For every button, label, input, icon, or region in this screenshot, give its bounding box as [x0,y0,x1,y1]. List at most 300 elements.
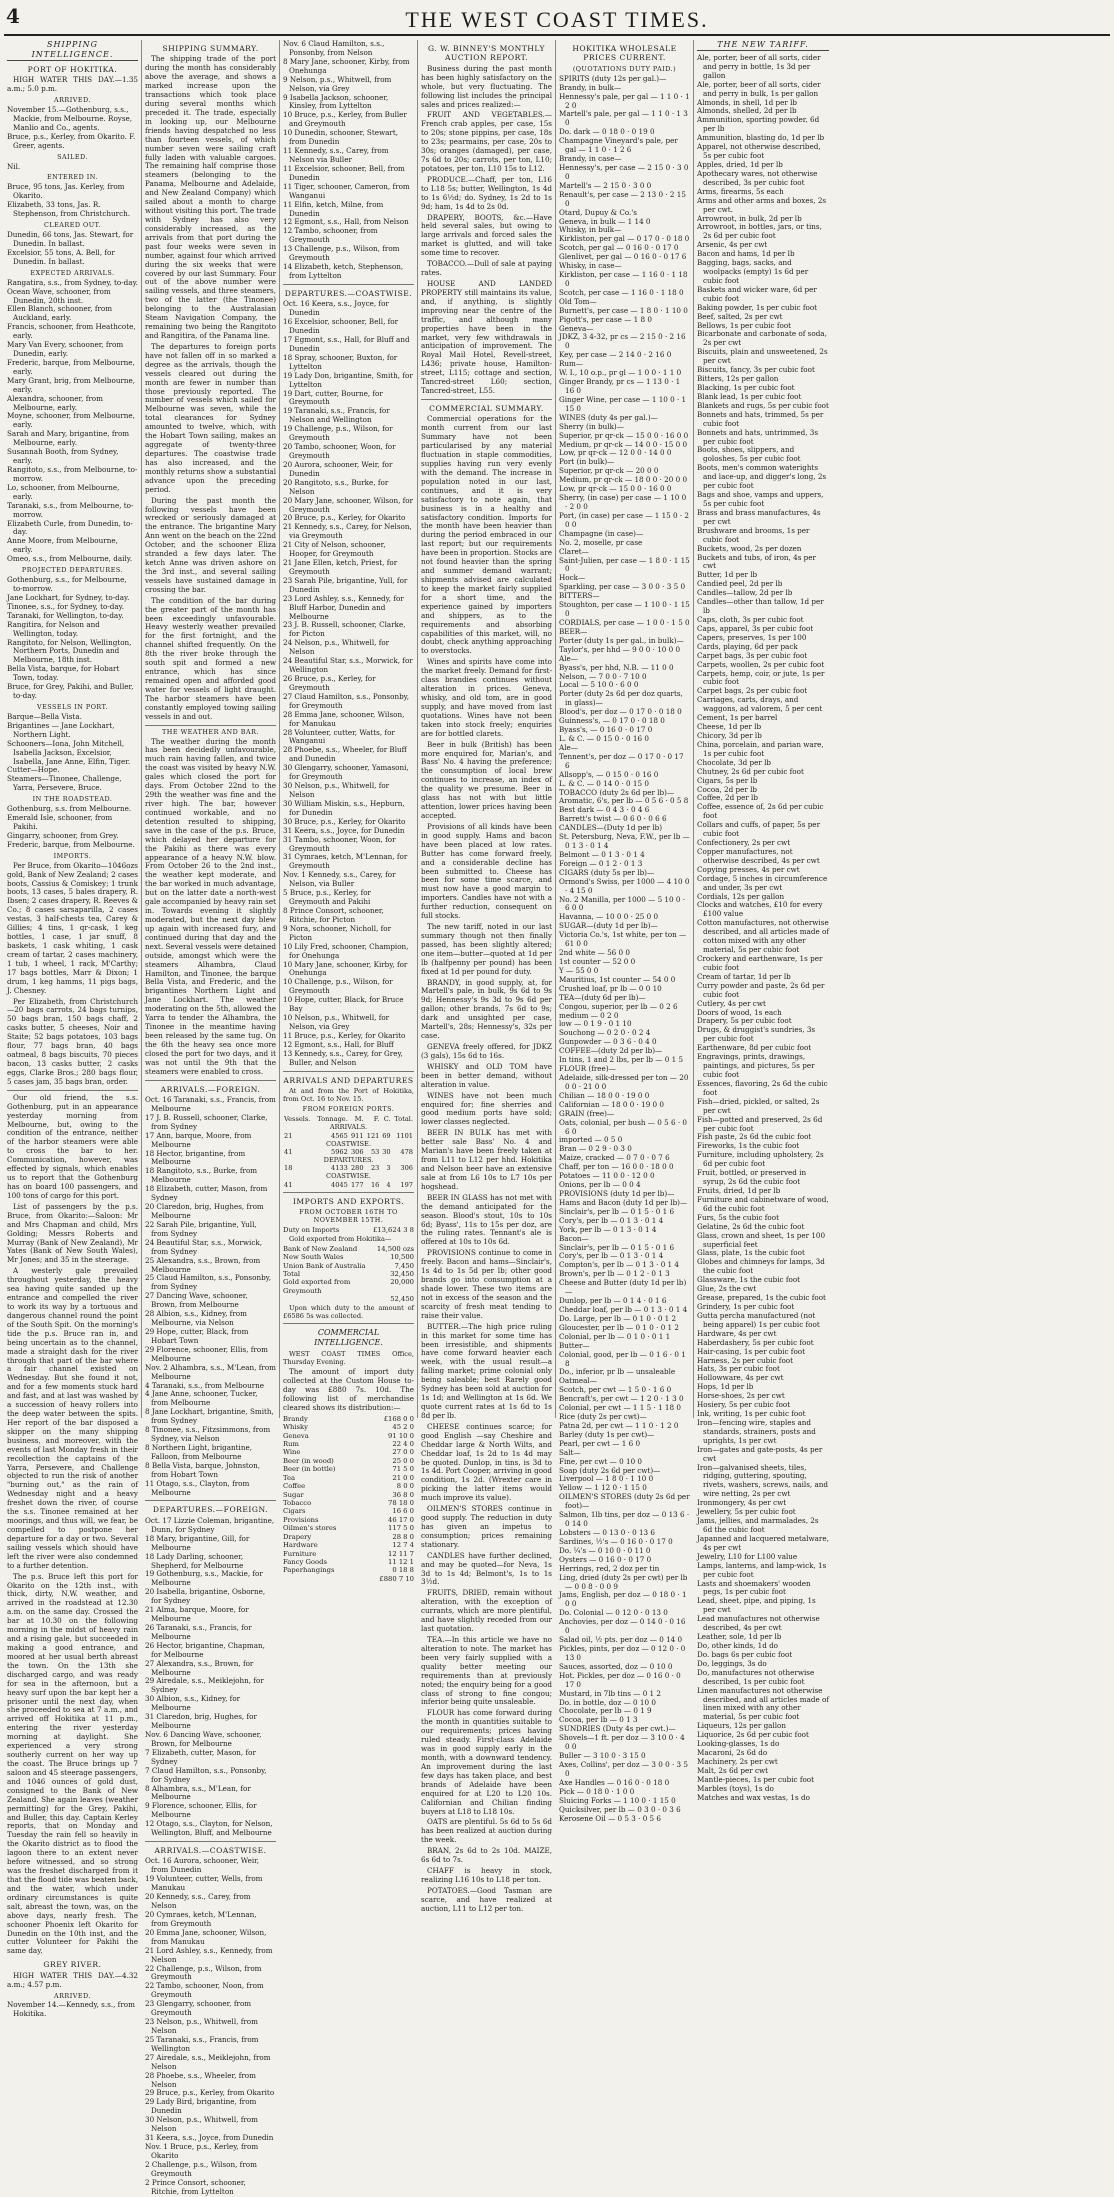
list-item: Blacking, 1s per cubic foot [697,383,795,393]
list-item: Carpet bags, 3s per cubic foot [697,650,808,660]
value-row [283,1499,414,1507]
list-item: 27 Claud Hamilton, s.s., Ponsonby, for Greymouth [283,691,410,710]
row-label: Geneva [283,1431,309,1440]
list-item: Do, other kinds, 1d do [697,1641,779,1650]
list-item: CIGARS (duty 5s per lb)— [559,867,655,877]
row-label: Brandy [283,1414,308,1423]
value-row [283,1448,414,1456]
list-item: Iron—galvanised sheets, tiles, ridging, guttering, spouting, rivets, washers, screws, nails, and wire netting, 2s per cwt [697,1462,828,1499]
list-item: Hot. Pickles, per doz — 0 16 0 · 0 17 0 [559,1670,681,1689]
list-item: 14 Elizabeth, ketch, Stephenson, from Lyttelton [283,262,404,280]
list-item: 30 Glengarry, schooner, Yamasoni, for Greymouth [283,763,409,782]
list-item: 27 Airedale, s.s., Meiklejohn, from Nelson [145,2052,271,2071]
table-cell: 478 [400,1147,413,1156]
paragraphs [145,738,276,1077]
list-item: 27 Dancing Wave, schooner, Brown, from Melbourne [145,1291,248,1310]
list-item: 24 Nelson, p.s., Whitwell, for Nelson [283,638,390,657]
list-item: Crockery and earthenware, 1s per cubic foot [697,954,823,972]
row-value: 46 17 0 [388,1515,414,1524]
paragraphs [145,55,276,721]
paragraphs [421,415,552,1913]
row-label: Bank of New Zealand [283,1244,358,1253]
list-item: Burnett's, per case — 1 8 0 · 1 10 0 [559,305,688,315]
value-list [283,1415,414,1583]
list-item: 29 Airedale, s.s., Meiklejohn, for Sydney [145,1676,264,1695]
list-item: Onions, per lb — 0 0 4 [559,1180,641,1190]
list-item: Hats, 3s per cubic foot [697,1364,780,1374]
list-item: Carpets, hemp, coir, or jute, 1s per cubic foot [697,668,825,687]
list-item: Grindery, 1s per cubic foot [697,1301,795,1311]
list [145,1096,276,1497]
list-item: Foreign — 0 1 2 · 0 1 3 [559,858,643,868]
list-item: Mary Grant, brig, from Melbourne, early. [7,375,136,394]
high-water: HIGH WATER THIS DAY.—4.32 a.m.; 4.57 p.m. [7,1970,138,1989]
list-item: Nelson, — 7 0 0 · 7 10 0 [559,671,647,681]
list-item: 12 Otago, s.s., Clayton, for Nelson, Wellington, Bluff, and Melbourne [145,1819,273,1838]
list-item: November 14.—Kennedy, s.s., from Hokitika. [7,2000,135,2019]
list-item: 9 Florence, schooner, Ellis, for Melbourne [145,1801,257,1820]
row-value: 52,450 [390,1295,414,1304]
section-heading: ARRIVALS.—FOREIGN. [160,1084,261,1094]
list-item: Jewelry, L10 for L100 value [697,1551,798,1561]
list-item: 11 Bruce, p.s., Kerley, for Okarito [283,1030,406,1040]
list-item: Potatoes — 11 0 0 · 12 0 0 [559,1171,655,1181]
row-label [283,1295,390,1303]
table-cell: 53 [370,1147,380,1156]
list-item: Gloucester, per lb — 0 1 0 · 0 1 2 [559,1322,679,1332]
value-row [283,1482,414,1490]
list-item: 31 Keera, s.s., Joyce, from Dunedin [145,2133,274,2143]
list-item: Arms and other arms and boxes, 2s per cwt. [697,195,827,214]
list-item: Bitters, 12s per gallon [697,374,779,384]
list [7,2001,138,2019]
table-group-label: ARRIVALS. [329,1123,368,1132]
list-item: Baskets and wicker ware, 6d per cubic foot [697,284,817,303]
list-item: Iron—gates and gate-posts, 4s per cwt [697,1444,823,1463]
list-item: Brigantines — Jane Lockhart, Northern Light. [7,720,115,739]
list-item: Fish paste, 2s 6d the cubic foot [697,1132,812,1142]
list-item: Glassware, 1s the cubic foot [697,1275,801,1285]
list-item: Martell's — 2 15 0 · 3 0 0 [559,180,652,190]
list-item: Havanna, — 10 0 0 · 25 0 0 [559,912,659,922]
table-group-row [283,1156,414,1164]
list-item: Globes and chimneys for lamps, 3d the cubic foot [697,1257,825,1276]
high-water: HIGH WATER THIS DAY.—1.35 a.m.; 5.0 p.m. [7,75,138,94]
paragraph: Per Bruce, from Okarito—1046ozs gold, Bank of New Zealand; 2 cases boots, Cassius & Comiskey; 1 trunk boots, 13 cases, 5 bales drapery, R. Ibsen; 2 cases drapery, R. Reeves & Co.; 8 cases sarsaparilla, 2 cases vestas, 3 half-chests tea, Carey & Gillies; 4 tins, 1 qr-cask, 1 keg bottles, 1 case, 1 jar snuff, 8 baskets, 1 cask whiting, 1 cask cream of tartar, 2 cases machinery, 1 tub, 1 wheel, 1 rack, M'Carthy; 17 bags bottles, Marr & Dixon; 1 drum, 1 keg hamms, 11 pigs bags, J. Chesney. [7,860,138,995]
sub-heading: THE WEATHER AND BAR. [162,727,259,736]
sub-heading: SAILED. [57,152,88,161]
list-item: Bacon— [559,1233,589,1243]
list-item: Curry powder and paste, 2s 6d per cubic foot [697,980,825,999]
list-item: Elizabeth Curle, from Dunedin, to-day. [7,518,133,537]
sub-heading: (QUOTATIONS DUTY PAID.) [572,64,677,73]
list-item: 10 Dunedin, schooner, Stewart, from Dunedin [283,128,399,147]
row-label: Tobacco [283,1498,312,1507]
table-header: Vessels. [284,1115,311,1124]
list [7,279,138,565]
list-item: Sinclair's, per lb — 0 1 5 · 0 1 6 [559,1242,675,1252]
list-item: Copying presses, 4s per cwt [697,864,800,874]
list-item: Moyne, schooner, from Melbourne, early. [7,411,135,430]
row-value: 117 5 0 [388,1524,414,1533]
list-item: Do. ¼'s — 0 10 0 · 0 11 0 [559,1545,651,1555]
list-item: Mantle-pieces, 1s per cubic foot [697,1774,815,1784]
section-heading: SHIPPING SUMMARY. [162,44,259,53]
list-item: 9 Isabella Jackson, schooner, Kinsley, from Lyttelton [283,92,389,111]
sub-heading: ARRIVED. [54,1991,91,2000]
list-item: No. 2, moselle, pr case [559,537,643,547]
list-item: Salmon, 1lb tins, per doz — 0 13 6 · 0 14 0 [559,1510,690,1529]
row-value: 12 7 4 [392,1541,414,1550]
list-item: Mauritius, 1st counter — 54 0 0 [559,974,676,984]
list-item: Colonial, per lb — 0 1 0 · 0 1 1 [559,1331,671,1341]
list-item: Nov. 6 Claud Hamilton, s.s., Ponsonby, from Nelson [283,39,385,57]
section-heading: HOKITIKA WHOLESALE PRICES CURRENT. [572,44,677,63]
list-item: 21 Jane Ellen, ketch, Priest, for Greymouth [283,558,398,576]
list-item: Shovels—1 ft. per doz — 3 10 0 · 4 0 0 [559,1733,685,1752]
list-item: Brown's, per lb — 0 1 2 · 0 1 3 [559,1269,670,1279]
list-item: 30 William Miskin, s.s., Hepburn, for Dunedin [283,798,405,817]
list-item: Porter (duty 2s 6d per doz quarts, in glass)— [559,689,683,708]
list-item: Colonial, per cwt — 1 1 5 · 1 18 0 [559,1403,681,1413]
list-item: Ginger Wine, per case — 1 10 0 · 1 15 0 [559,394,687,413]
table-group-label: COASTWISE. [326,1139,371,1148]
list-item: Coffee, 2d per lb [697,793,758,803]
list-item: Bonnets and hats, trimmed, 5s per cubic foot [697,409,824,428]
list-item: Lasts and shoemakers' wooden pegs, 1s per cubic foot [697,1578,811,1597]
list-item: Oysters — 0 16 0 · 0 17 0 [559,1554,652,1564]
list-item: Porter (duty 1s per gal., in bulk)— [559,635,684,645]
list-item: Omeo, s.s., from Melbourne, daily. [7,554,133,564]
row-label: Oilmen's stores [283,1524,337,1533]
list-item: 19 Volunteer, cutter, Wells, from Manukau [145,1874,263,1893]
list-item: Confectionery, 2s per cwt [697,838,791,848]
list-item: 29 Hope, cutter, Black, from Hobart Town [145,1326,249,1345]
list-item: Chocolate, per lb — 0 1 9 [559,1706,652,1716]
divider [145,1500,276,1501]
value-row [283,1491,414,1499]
table-header-row [283,1115,414,1123]
list-item: 20 Tambo, schooner, Woon, for Greymouth [283,442,396,460]
paragraph: BRANDY, in good supply, at, for Martell's pale, in bulk, 9s 6d to 9s 9d; Hennessy's 9s 3d to 9s 6d per gallon; other brands, 7s 6d to 9s; dark and unsighted per case, Martell's, 28s; Hennessy's, 32s per case. [421,977,552,1041]
row-value: 11 12 1 [388,1557,414,1566]
list-item: Ammunition, sporting powder, 6d per lb [697,115,820,134]
list-item: 30 Nelson, p.s., Whitwell, for Nelson [283,781,390,799]
list-item: Brass and brass manufactures, 4s per cwt [697,507,821,526]
list-item: Champagne Vineyard's pale, per gal — 1 1 0 · 1 2 6 [559,136,678,155]
list-item: 21 Kennedy, s.s., Carey, for Nelson, via Greymouth [283,522,412,541]
value-row [283,1415,414,1423]
list-item: Chicory, 3d per lb [697,730,762,740]
list-item: 31 Tambo, schooner, Woon, for Greymouth [283,834,396,853]
list-item: Harness, 2s per cubic foot [697,1355,794,1365]
list-item: 13 Challenge, p.s., Wilson, from Greymouth [283,244,400,263]
list-item: Brandy, in bulk— [559,82,622,92]
list-item: Looking-glasses, 1s do [697,1739,780,1749]
list-item: Marbles (toys), 1s do [697,1783,774,1793]
list-item: Do, manufactures not otherwise described, 1s per cubic foot [697,1667,815,1686]
list-item: Matches and wax vestas, 1s do [697,1792,810,1802]
section-heading: ARRIVALS AND DEPARTURES [283,1075,414,1085]
list-item: Excelsior, 55 tons, A. Bell, for Dunedin. In ballast. [7,247,115,266]
list-item: Apothecary wares, not otherwise described, 3s per cubic foot [697,168,818,187]
list-item: 28 Phoebe, s.s., Wheeler, from Nelson [145,2070,256,2089]
list-item: In tins, 1 and 2 lbs, per lb — 0 1 5 [559,1055,684,1065]
list-item: Bruce, 95 tons, Jas. Kerley, from Okarito. [7,182,125,201]
list-item: Jewellery, 5s per cubic foot [697,1507,796,1517]
list-item: Ammunition, blasting do, 1d per lb [697,133,825,143]
list-item: Cheese and Butter (duty 1d per lb)— [559,1278,687,1297]
list-item: Patna 2d, per cwt — 1 1 0 · 1 2 0 [559,1420,679,1430]
newspaper-title: THE WEST COAST TIMES. [405,7,709,32]
list-item: Quicksilver, per lb — 0 3 0 · 0 3 6 [559,1804,681,1814]
list-item: Bruce, p.s., Kerley, from Okarito. F. Greer, agents. [7,131,136,150]
list-item: SUGAR—(duty 1d per lb)— [559,921,658,931]
list-item: Schooners—Iona, John Mitchell, Isabella Jackson, Excelsior, Isabella, Jane Anne, Elfin, Tiger. [7,738,131,766]
list-item: 20 Isabella, brigantine, Osborne, for Sydney [145,1587,266,1606]
list-item: Coffee, essence of, 2s 6d per cubic foot [697,802,824,821]
list-item: 5 Bruce, p.s., Kerley, for Greymouth and Pakihi [283,888,371,907]
divider [283,1071,414,1072]
table-group-row [283,1123,414,1131]
paragraph: CHEESE continues scarce; for good English —say Cheshire and Cheddar large & North Wilts, and Cheddar loaf, 1s 2d to 1s 4d may be quoted. Dunlop, in tins, is 3d to 1s 4d. Port Cooper, arriving in good condition, 1s 2d. (Wrexter care in picking the latter items would much improve its value). [421,1421,552,1503]
row-label: Hardware [283,1541,318,1550]
divider [421,399,552,400]
list-item: Claret— [559,546,589,556]
list-item: Victoria Co.'s, 1st white, per ton — 61 0 0 [559,930,687,949]
list-item: Hardware, 4s per cwt [697,1328,777,1338]
value-row [283,1507,414,1515]
list-item: Beef, salted, 2s per cwt [697,311,783,321]
row-label: Beer (in wood) [283,1456,334,1465]
list-item: 11 Elfin, ketch, Milne, from Dunedin [283,199,384,218]
list [7,183,138,219]
list-item: Byass's, — 0 16 0 · 0 17 0 [559,725,653,735]
column-shipping-intelligence [4,40,142,2019]
row-label: Paperhangings [283,1566,335,1575]
list-item: Renault's, per case — 2 13 0 · 2 15 0 [559,189,686,208]
list-item: Gothenburg, s.s. from Melbourne. [7,804,132,814]
list-item: 27 Alexandra, s.s., Brown, for Melbourne [145,1658,254,1677]
list-item: 22 Tambo, schooner, Noon, from Greymouth [145,1981,264,2000]
list-item: Linen manufactures not otherwise described, and all articles made of linen mixed with any other material, 5s per cubic foot [697,1685,829,1722]
list-item: 12 Egmont, s.s., Hall, from Nelson [283,217,409,227]
list-item: Cocoa, per lb — 0 1 3 [559,1715,638,1725]
list-item: Scotch, per cwt — 1 5 0 · 1 6 0 [559,1385,672,1395]
table-header: F. [373,1115,380,1124]
list-item: Geneva, in bulk — 1 14 0 [559,216,651,226]
list-item: Low, pr qr-ck — 12 0 0 · 14 0 0 [559,448,672,458]
paragraph: Business during the past month has been highly satisfactory on the whole, but very fluctuating. The following list includes the principal sales and prices realized:— [421,63,552,109]
list-item: Taranaki, s.s., from Melbourne, to-morrow. [7,500,134,519]
list-item: 11 Tiger, schooner, Cameron, from Wanganui [283,181,410,200]
table-cell: 4133 [331,1164,348,1173]
sub-heading: EXPECTED ARRIVALS. [30,268,115,277]
list-item: 21 City of Nelson, schooner, Hooper, for Greymouth [283,540,386,559]
list-item: Gelatine, 2s 6d the cubic foot [697,1221,805,1231]
list-item: Rice (duty 2s per cwt)— [559,1412,647,1422]
list-item: Cutter—Hope. [7,765,60,775]
list-item: Cotton manufactures, not otherwise described, and all articles made of cotton mixed with any other material, 5s per cubic foot [697,918,829,955]
list-item: Fruits, dried, 1d per lb [697,1185,781,1195]
list-item: 23 J. B. Russell, schooner, Clarke, for Picton [283,620,406,639]
list-item: Bella Vista, barque, for Hobart Town, today. [7,664,120,683]
paragraph: Per Elizabeth, from Christchurch—20 bags carrots, 24 bags turnips, 50 bags bran, 150 bags chaff, 2 casks butter, 5 cheeses, Noir and Staite; 52 bags potatoes, 103 bags flour, 77 bags bran, 40 bags oatmeal, 8 bags biscuits, 70 pieces bacon, 13 casks butter, 2 casks eggs, Clarke Bros.; 280 bags flour, 5 cases jam, 35 bags bran, order. [7,996,138,1086]
list-item: 28 Emma Jane, schooner, Wilson, for Manukau [283,709,405,728]
table-group-label: DEPARTURES. [323,1156,374,1165]
value-row [283,1278,414,1295]
list-item: 17 Egmont, s.s., Hall, for Bluff and Dunedin [283,334,410,353]
list-item: Hennessy's, per case — 2 15 0 · 3 0 0 [559,162,689,181]
row-value: 21 0 0 [392,1473,414,1482]
list-item: Sardines, ½'s — 0 16 0 · 0 17 0 [559,1536,673,1546]
list-item: L. & C. — 0 14 0 · 0 15 0 [559,778,649,788]
list-item: Brushware and brooms, 1s per cubic foot [697,525,810,544]
list-item: Anne Moore, from Melbourne, early. [7,536,118,555]
list-item: 8 Northern Light, brigantine, Falloon, from Melbourne [145,1442,252,1461]
paragraph: WINES have not been much enquired for; fine sherries and good medium ports have sold; lower classes neglected. [421,1090,552,1127]
list-item: Cory's, per lb — 0 1 3 · 0 1 4 [559,1251,664,1261]
masthead [4,4,1110,36]
paragraph: OILMEN'S STORES continue in good supply. The reduction in duty has given an impetus to consumption; prices remaining stationary. [421,1504,552,1549]
list-item: Almonds, shelled, 2d per lb [697,106,797,116]
list-item: WINES (duty 4s per gal.)— [559,412,658,422]
row-value: 25 0 0 [392,1456,414,1465]
value-row [283,1262,414,1270]
section-heading: COMMERCIAL INTELLIGENCE. [314,1327,383,1347]
list-item: 12 Tambo, schooner, from Greymouth [283,226,378,245]
table-header: Tonnage. [317,1115,348,1124]
list-item: Mary Van Every, schooner, from Dunedin, early. [7,340,124,359]
duty-row [283,1226,414,1234]
list-item: Tennent's, per doz — 0 17 0 · 0 17 6 [559,751,684,770]
value-row [283,1550,414,1558]
list-item: 25 Alexandra, s.s., Brown, from Melbourne [145,1255,261,1274]
table-cell: 30 [382,1147,391,1156]
list-item: Frederic, barque, from Melbourne, early. [7,357,135,376]
value-row [283,1270,414,1278]
sub-heading: CLEARED OUT. [43,221,102,230]
list-item: 11 Otago, s.s., Clayton, from Melbourne [145,1478,250,1497]
list-item: Bagging, bags, sacks, and woolpacks (empty) 1s 6d per cubic foot [697,258,809,285]
paragraph: The p.s. Bruce left this port for Okarito on the 12th inst., with thick, dirty, N.W. weather, and arrived in the roadstead at 12.30 a.m. on the same day. Crossed the bar at 10.30 on the following morning in the midst of heavy rain and a rising gale, but succeeded in making a good entrance, and moored at her usual berth abreast the town. On the 13th she discharged cargo, and was ready for sea in the afternoon, but a heavy surf upon the bar kept her a prisoner until the next day, when she proceeded to sea at 7 a.m., and arrived off Hokitika at 11 p.m., entering the river yesterday morning at daylight. She experienced a very strong southerly current on her way up the coast. The Bruce brings up 7 saloon and 45 steerage passengers, and 1046 ounces of gold dust, consigned to the Bank of New Zealand. She again leaves (weather permitting) for the Grey, Pakihi, and Buller, this day. Captain Kerley reports, that on Monday and Tuesday the rain fell so heavily in the Okarito district as to flood the lagoon there to an extent never before witnessed, and so strong was the freshet discharged from it that the flood tide was beaten back, and the water, which under ordinary circumstances is quite salt, abreast the town, was, on the above days, nearly fresh. The schooner Phoenix left Okarito for Dunedin on the 10th inst, and the cutter Volunteer for Pakihi the same day. [7,1571,138,1956]
list-item: Local — 5 10 0 · 6 0 0 [559,680,639,690]
list-item: Cheese, 1d per lb [697,722,762,732]
list-item: Gingarry, schooner, from Grey. [7,830,119,840]
table-cell: 18 [284,1164,293,1173]
list-item: 8 Mary Jane, schooner, Kirby, from Onehunga [283,56,410,75]
list-item: Axes, Collins', per doz — 3 0 0 · 3 5 0 [559,1759,688,1778]
list-item: 2 Challenge, p.s., Wilson, from Greymouth [145,2159,257,2178]
list-item: Aromatic, 6's, per lb — 0 5 6 · 0 5 8 [559,796,689,806]
paragraph: Wines and spirits have come into the market freely. Demand for first-class brandies continues without alteration in prices. Geneva, whisky, and old tom, are in good supply, and have moved from last quotations. Wines have not been taken into stock freely; enquiries are for bottled clarets. [421,657,552,738]
divider [283,1323,414,1324]
value-row [283,1566,414,1574]
list-item: 8 Tinonee, s.s., Fitzsimmons, from Sydney, via Nelson [145,1425,271,1444]
column-new-tariff [694,40,832,1802]
list-item: Port, (in case) per case — 1 15 0 · 2 0 0 [559,510,689,529]
list-item: Axe Handles — 0 16 0 · 0 18 0 [559,1777,670,1787]
list-item: Engravings, prints, drawings, paintings, and pictures, 5s per cubic foot [697,1052,815,1079]
row-label: Provisions [283,1515,319,1524]
table-cell: 4045 [331,1180,348,1189]
list-item: Horse-shoes, 2s per cwt [697,1391,785,1401]
section-heading: COMMERCIAL SUMMARY. [429,404,544,413]
sub-heading: ARRIVED. [54,96,91,105]
list-item: 10 Nelson, p.s., Whitwell, for Nelson, via Grey [283,1013,390,1031]
list-item: 23 Sarah Pile, brigantine, Yull, for Dunedin [283,575,408,594]
value-row [283,1245,414,1253]
paragraph: TOBACCO.—Dull of sale at paying rates. [421,259,552,278]
list-item: Otard, Dupuy & Co.'s [559,207,637,217]
list-item: Whisky, in bulk— [559,225,622,235]
list-item: Bicarbonate and carbonate of soda, 2s per cwt [697,329,827,348]
list-item: Sarah and Mary, brigantine, from Melbourne, early. [7,429,130,448]
paragraph: TEA.—In this article we have no alteration to note. The market has been very fairly supplied with a quality better meeting our requirements than at previously noted; the enquiry being for a good class of strong to fine congou; inferior being quite unsaleable. [421,1635,552,1707]
list-item: 24 Beautiful Star, s.s., Morwick, from Sydney [145,1237,263,1256]
table-cell: 306 [400,1164,413,1173]
list-item: 20 Claredon, brig, Hughes, from Melbourne [145,1202,264,1220]
list-item: Lobsters — 0 13 0 · 0 13 6 [559,1528,655,1538]
list-item: 20 Mary Jane, schooner, Wilson, for Greymouth [283,495,414,514]
list-item: 18 Elizabeth, cutter, Mason, from Sydney [145,1184,268,1203]
list-item: Hollowware, 4s per cwt [697,1373,784,1383]
list-item: Jams, jellies, and marmalades, 2s 6d the cubic foot [697,1516,819,1535]
list-item: Bran — 0 2 9 · 0 3 0 [559,1144,632,1154]
list-item: Liverpool — 1 8 0 · 1 10 0 [559,1474,654,1484]
list-item: 20 Cymraes, ketch, M'Lennan, from Greymouth [145,1910,257,1928]
list-item: Soap (duty 2s 6d per cwt)— [559,1465,661,1475]
list-item: Glenlivet, per gal — 0 16 0 · 0 17 6 [559,252,687,262]
list-item: Barque—Bella Vista. [7,711,82,721]
divider [283,1192,414,1193]
list-item: Pick — 0 18 0 · 1 0 0 [559,1786,635,1796]
row-value: £168 0 0 [383,1414,414,1423]
divider [145,1841,276,1842]
list-item: 18 Mary, brigantine, Gill, for Melbourne [145,1533,250,1552]
list-item: 11 Excelsior, schooner, Bell, from Dunedin [283,163,405,182]
list-item: Arrowroot, in bottles, jars, or tins, 2s 6d per cubic foot [697,222,822,241]
table-cell: 177 [350,1180,364,1189]
list-item: Superior, pr qr-ck — 15 0 0 · 16 0 0 [559,430,689,440]
list-item: Dunedin, 66 tons, Jas. Stewart, for Dunedin. In ballast. [7,230,134,248]
paragraph: The condition of the bar during the greater part of the month has been exceedingly unfavourable. Heavy westerly weather prevailed for the first fortnight, and the channel shifted frequently. On the 8th the river broke through the south spit and formed a new entrance, which has since remained open and afforded good water for vessels of light draught. The harbor steamers have been constantly employed towing sailing vessels in and out. [145,595,276,721]
list-item: Do. in bottle, doz — 0 10 0 [559,1697,656,1707]
list-item: 29 Bruce, p.s., Kerley, from Okarito [145,2088,275,2098]
list-item: Kerosene Oil — 0 5 3 · 0 5 6 [559,1813,661,1823]
row-value: 16 6 0 [392,1507,414,1516]
list-item: Boots, shoes, slippers, and goloshes, 5s per cubic foot [697,445,801,464]
list-item: China, porcelain, and parian ware, 1s per cubic foot [697,739,824,758]
list-item: Bruce, for Grey, Pakihi, and Buller, to-day. [7,682,134,701]
list-item: 18 Hector, brigantine, from Melbourne [145,1148,246,1167]
list-item: Liqueurs, 12s per gallon [697,1721,787,1731]
list-item: Ale, porter, beer of all sorts, cider and perry in bulk, 1s per gallon [697,79,821,98]
list-item: Alexandra, schooner, from Melbourne, early. [7,393,103,412]
section-heading: DEPARTURES.—FOREIGN. [152,1505,269,1515]
value-row [283,1533,414,1541]
list-item: OILMEN'S STORES (duty 2s 6d per foot)— [559,1492,690,1511]
list-item: 20 Emma Jane, schooner, Wilson, from Manukau [145,1927,267,1946]
value-row [283,1558,414,1566]
table-intro: At and from the Port of Hokitika, from Oct. 16 to Nov. 15. [283,1086,414,1104]
list-item: Chaff, per ton — 16 0 0 · 18 0 0 [559,1162,674,1172]
list-item: Rum— [559,359,584,369]
list-item: 19 Lady Don, brigantine, Smith, for Lyttelton [283,370,413,389]
list-item: 10 Mary Jane, schooner, Kirby, for Onehunga [283,959,408,978]
list-item: 23 Lord Ashley, s.s., Kennedy, for Bluff Harbor, Dunedin and Melbourne [283,593,404,621]
list-item: Bonnets and hats, untrimmed, 3s per cubic foot [697,427,819,446]
